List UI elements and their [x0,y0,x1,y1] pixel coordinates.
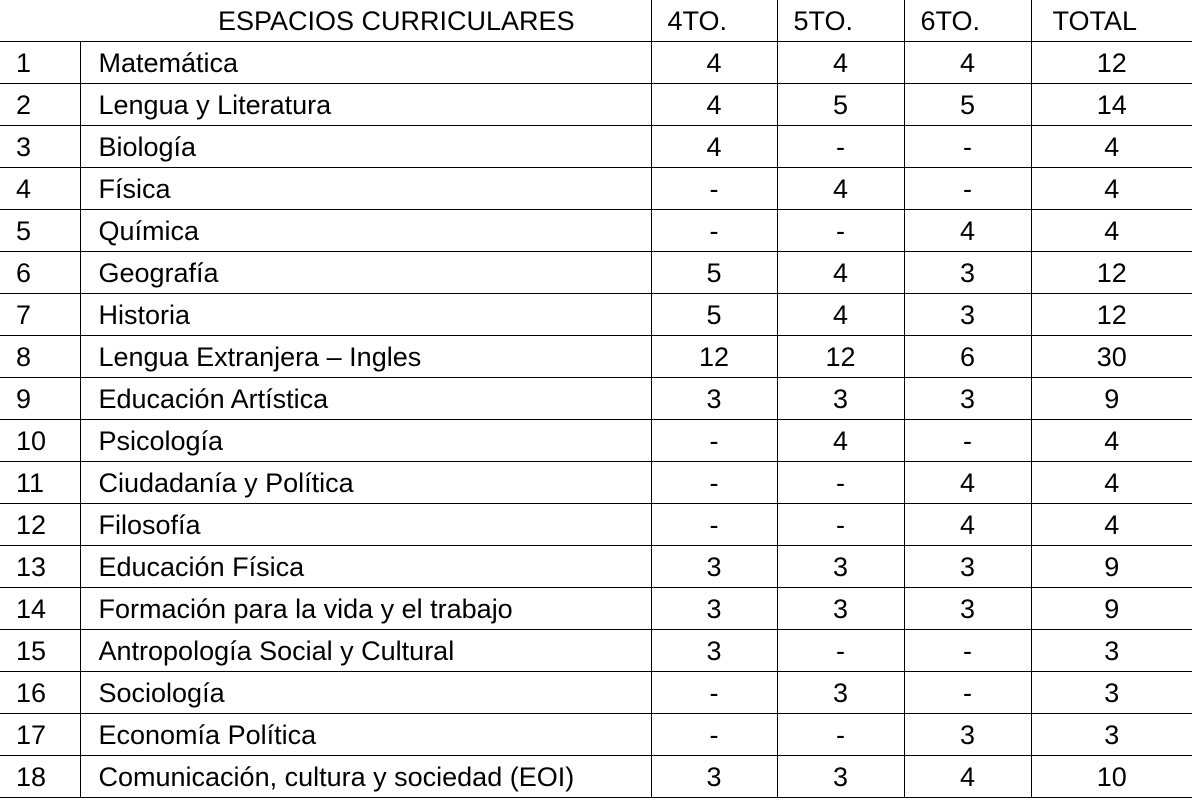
hours-5to-cell: - [777,714,904,756]
header-6to: 6TO. [904,0,1031,42]
subject-name-cell: Sociología [80,672,651,714]
hours-5to-cell: 3 [777,546,904,588]
row-number-cell: 5 [0,210,80,252]
hours-total-cell: 14 [1031,84,1192,126]
table-row [0,672,1192,714]
subject-name-cell: Economía Política [80,714,651,756]
hours-5to-cell: - [777,462,904,504]
row-number-cell: 18 [0,756,80,798]
hours-total-cell: 12 [1031,42,1192,84]
hours-6to-cell: 3 [904,294,1031,336]
hours-4to-cell: 4 [651,126,777,168]
hours-4to-cell: 3 [651,756,777,798]
row-number-cell: 12 [0,504,80,546]
table-row [0,294,1192,336]
hours-6to-cell: - [904,630,1031,672]
hours-5to-cell: - [777,126,904,168]
table-body [0,42,1192,798]
table-row [0,42,1192,84]
hours-total-cell: 12 [1031,252,1192,294]
hours-6to-cell: 3 [904,378,1031,420]
hours-4to-cell: - [651,672,777,714]
hours-5to-cell: 3 [777,588,904,630]
table-row [0,714,1192,756]
hours-5to-cell: - [777,210,904,252]
row-number-cell: 14 [0,588,80,630]
subject-name-cell: Geografía [80,252,651,294]
table-row [0,126,1192,168]
hours-6to-cell: 3 [904,588,1031,630]
hours-total-cell: 9 [1031,588,1192,630]
subject-name-cell: Historia [80,294,651,336]
subject-name-cell: Psicología [80,420,651,462]
subject-name-cell: Educación Artística [80,378,651,420]
hours-6to-cell: 3 [904,252,1031,294]
hours-5to-cell: - [777,630,904,672]
table-row [0,588,1192,630]
hours-total-cell: 3 [1031,672,1192,714]
hours-6to-cell: 4 [904,462,1031,504]
table-row [0,84,1192,126]
hours-total-cell: 4 [1031,420,1192,462]
subject-name-cell: Lengua y Literatura [80,84,651,126]
hours-4to-cell: 3 [651,546,777,588]
table-row [0,504,1192,546]
row-number-cell: 8 [0,336,80,378]
table-row [0,252,1192,294]
hours-5to-cell: 3 [777,378,904,420]
hours-6to-cell: 6 [904,336,1031,378]
hours-6to-cell: - [904,672,1031,714]
table-row [0,336,1192,378]
hours-4to-cell: - [651,504,777,546]
table-row [0,168,1192,210]
hours-total-cell: 4 [1031,210,1192,252]
hours-6to-cell: 5 [904,84,1031,126]
subject-name-cell: Biología [80,126,651,168]
hours-6to-cell: 3 [904,714,1031,756]
row-number-cell: 17 [0,714,80,756]
hours-4to-cell: 3 [651,588,777,630]
table-row [0,210,1192,252]
hours-total-cell: 4 [1031,168,1192,210]
hours-total-cell: 30 [1031,336,1192,378]
hours-5to-cell: 3 [777,756,904,798]
hours-total-cell: 9 [1031,546,1192,588]
row-number-cell: 2 [0,84,80,126]
hours-total-cell: 9 [1031,378,1192,420]
table-header-row [0,0,1192,42]
hours-total-cell: 4 [1031,126,1192,168]
row-number-cell: 11 [0,462,80,504]
row-number-cell: 6 [0,252,80,294]
hours-total-cell: 4 [1031,462,1192,504]
row-number-cell: 15 [0,630,80,672]
table-row [0,756,1192,798]
subject-name-cell: Matemática [80,42,651,84]
hours-5to-cell: 3 [777,672,904,714]
hours-6to-cell: - [904,420,1031,462]
hours-total-cell: 10 [1031,756,1192,798]
subject-name-cell: Antropología Social y Cultural [80,630,651,672]
hours-6to-cell: 3 [904,546,1031,588]
subject-name-cell: Lengua Extranjera – Ingles [80,336,651,378]
hours-5to-cell: - [777,504,904,546]
table-row [0,378,1192,420]
table-row [0,546,1192,588]
header-5to: 5TO. [777,0,904,42]
hours-5to-cell: 4 [777,420,904,462]
hours-4to-cell: - [651,168,777,210]
hours-5to-cell: 4 [777,168,904,210]
hours-4to-cell: 5 [651,252,777,294]
hours-total-cell: 3 [1031,630,1192,672]
row-number-cell: 3 [0,126,80,168]
hours-5to-cell: 4 [777,252,904,294]
hours-4to-cell: - [651,210,777,252]
subject-name-cell: Ciudadanía y Política [80,462,651,504]
hours-4to-cell: 4 [651,42,777,84]
hours-5to-cell: 4 [777,294,904,336]
row-number-cell: 1 [0,42,80,84]
row-number-cell: 4 [0,168,80,210]
hours-6to-cell: - [904,126,1031,168]
hours-5to-cell: 4 [777,42,904,84]
header-curricular-spaces: ESPACIOS CURRICULARES [80,0,651,42]
hours-total-cell: 12 [1031,294,1192,336]
header-number-cell [0,0,80,42]
hours-4to-cell: 3 [651,630,777,672]
subject-name-cell: Educación Física [80,546,651,588]
hours-6to-cell: 4 [904,42,1031,84]
row-number-cell: 10 [0,420,80,462]
table-row [0,630,1192,672]
subject-name-cell: Formación para la vida y el trabajo [80,588,651,630]
hours-6to-cell: 4 [904,210,1031,252]
row-number-cell: 16 [0,672,80,714]
hours-4to-cell: - [651,420,777,462]
hours-6to-cell: 4 [904,756,1031,798]
header-total: TOTAL [1031,0,1192,42]
subject-name-cell: Física [80,168,651,210]
hours-5to-cell: 5 [777,84,904,126]
hours-4to-cell: 5 [651,294,777,336]
header-4to: 4TO. [651,0,777,42]
hours-4to-cell: - [651,462,777,504]
subject-name-cell: Filosofía [80,504,651,546]
hours-4to-cell: 4 [651,84,777,126]
hours-6to-cell: 4 [904,504,1031,546]
row-number-cell: 9 [0,378,80,420]
hours-5to-cell: 12 [777,336,904,378]
hours-total-cell: 3 [1031,714,1192,756]
hours-4to-cell: - [651,714,777,756]
row-number-cell: 7 [0,294,80,336]
table-row [0,420,1192,462]
subject-name-cell: Química [80,210,651,252]
hours-6to-cell: - [904,168,1031,210]
table-row [0,462,1192,504]
row-number-cell: 13 [0,546,80,588]
hours-4to-cell: 3 [651,378,777,420]
subject-name-cell: Comunicación, cultura y sociedad (EOI) [80,756,651,798]
hours-total-cell: 4 [1031,504,1192,546]
hours-4to-cell: 12 [651,336,777,378]
